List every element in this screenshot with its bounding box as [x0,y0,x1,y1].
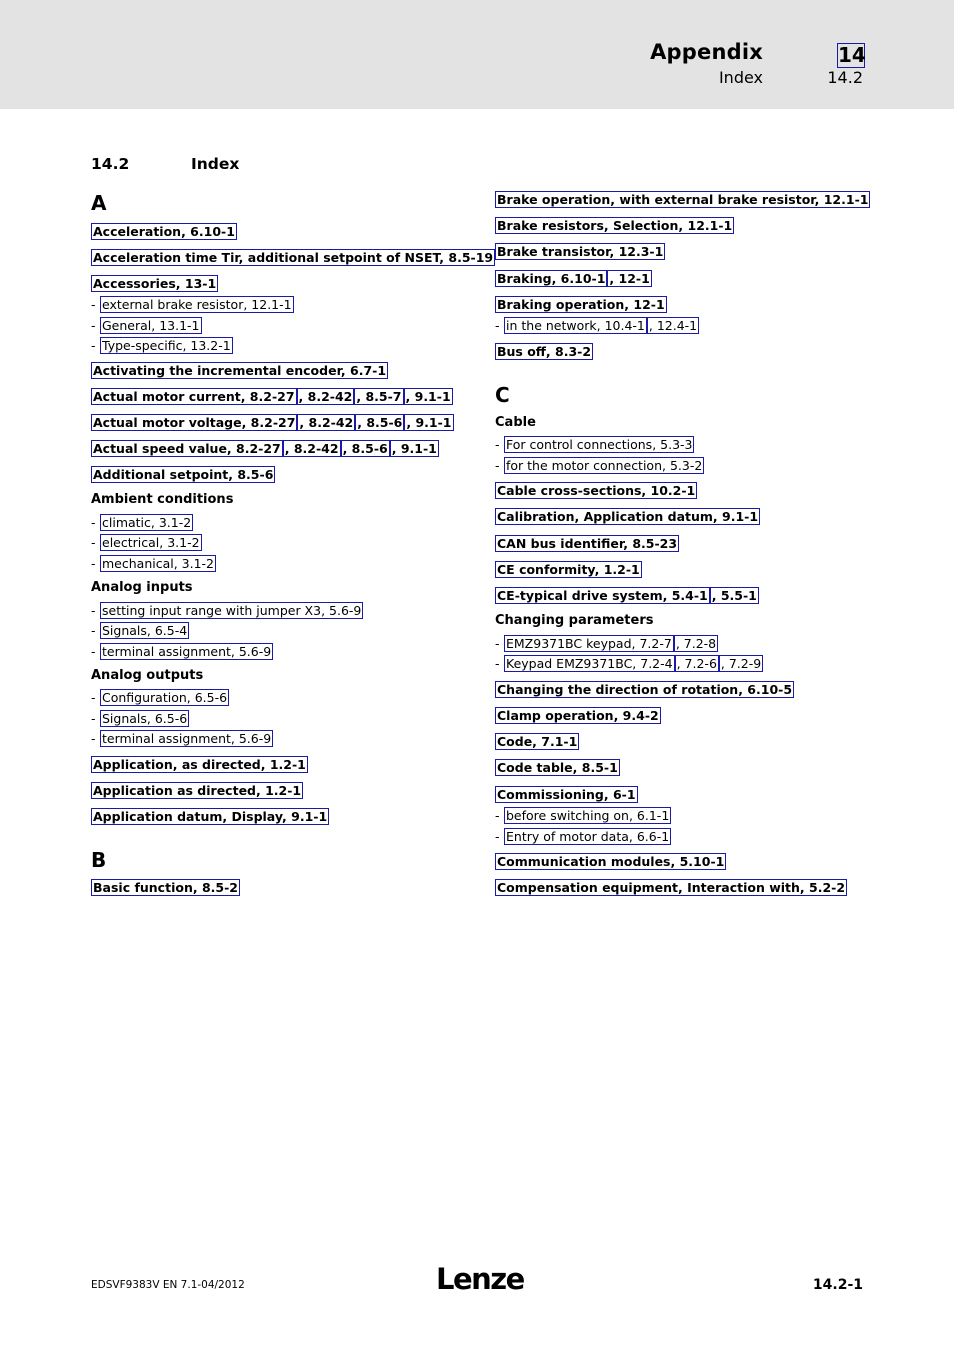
index-entry-ref[interactable]: , 5.5-1 [711,588,757,603]
index-entry[interactable]: Compensation equipment, Interaction with, 5.2-2 [497,880,846,895]
dash-marker: - [91,690,96,705]
index-entry[interactable]: Braking, 6.10-1 [497,271,606,286]
index-entry[interactable]: Code table, 8.5-1 [497,760,618,775]
index-entry[interactable]: Acceleration, 6.10-1 [93,224,235,239]
lenze-logo: Lenze [436,1262,524,1296]
header-title: Appendix [650,40,763,64]
index-entry-ref[interactable]: , 9.1-1 [406,415,452,430]
index-entry[interactable]: Calibration, Application datum, 9.1-1 [497,509,759,524]
index-entry-ref[interactable]: , 8.2-42 [299,415,354,430]
index-entry-ref[interactable]: , 12-1 [609,271,650,286]
index-entry[interactable]: Application as directed, 1.2-1 [93,783,302,798]
index-entry-ref[interactable]: , 9.1-1 [405,389,451,404]
index-entry[interactable]: Application, as directed, 1.2-1 [93,757,306,772]
index-subentry[interactable]: Configuration, 6.5-6 [102,690,228,705]
header-subtitle: Index [718,68,763,87]
index-entry-ref[interactable]: , 8.5-6 [342,441,388,456]
index-subentry[interactable]: mechanical, 3.1-2 [102,556,215,571]
footer-document-id: EDSVF9383V EN 7.1-04/2012 [91,1279,245,1291]
dash-marker: - [91,297,96,312]
index-subentry[interactable]: electrical, 3.1-2 [102,535,200,550]
index-entry[interactable]: Basic function, 8.5-2 [93,880,238,895]
index-entry-ref[interactable]: , 8.5-6 [357,415,403,430]
index-entry-ref[interactable]: , 8.2-42 [284,441,339,456]
index-entry[interactable]: Brake operation, with external brake resistor, 12.1-1 [497,192,869,207]
section-title: Index [191,155,240,173]
header-section-number: 14.2 [827,68,863,87]
dash-marker: - [91,556,96,571]
index-entry[interactable]: Bus off, 8.3-2 [497,344,592,359]
index-entry[interactable]: Actual motor voltage, 8.2-27 [93,415,296,430]
index-entry[interactable]: Actual speed value, 8.2-27 [93,441,281,456]
index-entry[interactable]: Commissioning, 6-1 [497,787,636,802]
footer-page-number: 14.2-1 [812,1277,863,1293]
index-subentry[interactable]: Type-specific, 13.2-1 [102,338,231,353]
index-subentry[interactable]: terminal assignment, 5.6-9 [102,644,272,659]
index-subentry-ref[interactable]: , 7.2-8 [675,636,717,651]
index-subentry[interactable]: EMZ9371BC keypad, 7.2-7 [506,636,672,651]
index-entry[interactable]: Additional setpoint, 8.5-6 [93,467,274,482]
index-heading: Ambient conditions [91,492,234,507]
index-subentry-ref[interactable]: , 12.4-1 [648,318,698,333]
index-entry[interactable]: Code, 7.1-1 [497,734,578,749]
dash-marker: - [495,656,500,671]
index-subentry[interactable]: Entry of motor data, 6.6-1 [506,829,670,844]
dash-marker: - [91,318,96,333]
dash-marker: - [91,338,96,353]
index-subentry-ref[interactable]: , 7.2-9 [720,656,762,671]
index-entry[interactable]: Communication modules, 5.10-1 [497,854,725,869]
dash-marker: - [91,623,96,638]
dash-marker: - [495,636,500,651]
index-entry[interactable]: Actual motor current, 8.2-27 [93,389,295,404]
page-header [0,0,954,109]
index-heading: Analog outputs [91,668,204,683]
dash-marker: - [495,808,500,823]
index-entry[interactable]: Acceleration time Tir, additional setpoint of NSET, 8.5-19 [93,250,494,265]
dash-marker: - [495,829,500,844]
index-entry-ref[interactable]: , 8.5-7 [356,389,402,404]
dash-marker: - [495,437,500,452]
index-subentry[interactable]: For control connections, 5.3-3 [506,437,693,452]
index-letter-c: C [495,383,510,407]
index-subentry[interactable]: Signals, 6.5-4 [102,623,188,638]
index-subentry[interactable]: Keypad EMZ9371BC, 7.2-4 [506,656,673,671]
dash-marker: - [91,711,96,726]
index-entry[interactable]: CAN bus identifier, 8.5-23 [497,536,678,551]
index-entry[interactable]: Activating the incremental encoder, 6.7-1 [93,363,387,378]
index-entry[interactable]: Accessories, 13-1 [93,276,217,291]
dash-marker: - [91,644,96,659]
dash-marker: - [91,515,96,530]
index-entry[interactable]: CE conformity, 1.2-1 [497,562,640,577]
index-entry-ref[interactable]: , 9.1-1 [391,441,437,456]
index-letter-b: B [91,848,107,872]
index-heading: Changing parameters [495,613,654,628]
index-entry[interactable]: Brake resistors, Selection, 12.1-1 [497,218,733,233]
dash-marker: - [495,458,500,473]
index-entry[interactable]: CE-typical drive system, 5.4-1 [497,588,708,603]
index-subentry[interactable]: Signals, 6.5-6 [102,711,188,726]
index-subentry[interactable]: before switching on, 6.1-1 [506,808,670,823]
index-subentry[interactable]: setting input range with jumper X3, 5.6-9 [102,603,362,618]
index-entry[interactable]: Brake transistor, 12.3-1 [497,244,664,259]
index-subentry-ref[interactable]: , 7.2-6 [676,656,717,671]
index-heading: Analog inputs [91,580,193,595]
index-heading: Cable [495,415,536,430]
index-subentry[interactable]: for the motor connection, 5.3-2 [506,458,703,473]
index-entry[interactable]: Cable cross-sections, 10.2-1 [497,483,696,498]
index-letter-a: A [91,191,107,215]
index-entry[interactable]: Changing the direction of rotation, 6.10-5 [497,682,793,697]
section-number: 14.2 [91,155,130,173]
index-entry[interactable]: Clamp operation, 9.4-2 [497,708,659,723]
index-subentry[interactable]: external brake resistor, 12.1-1 [102,297,292,312]
index-subentry[interactable]: terminal assignment, 5.6-9 [102,731,272,746]
index-subentry[interactable]: General, 13.1-1 [102,318,200,333]
index-subentry[interactable]: climatic, 3.1-2 [102,515,192,530]
dash-marker: - [91,731,96,746]
dash-marker: - [495,318,500,333]
chapter-link[interactable]: 14 [838,43,866,67]
index-entry[interactable]: Application datum, Display, 9.1-1 [93,809,328,824]
index-entry-ref[interactable]: , 8.2-42 [298,389,353,404]
index-subentry[interactable]: in the network, 10.4-1 [506,318,645,333]
dash-marker: - [91,535,96,550]
dash-marker: - [91,603,96,618]
index-entry[interactable]: Braking operation, 12-1 [497,297,665,312]
